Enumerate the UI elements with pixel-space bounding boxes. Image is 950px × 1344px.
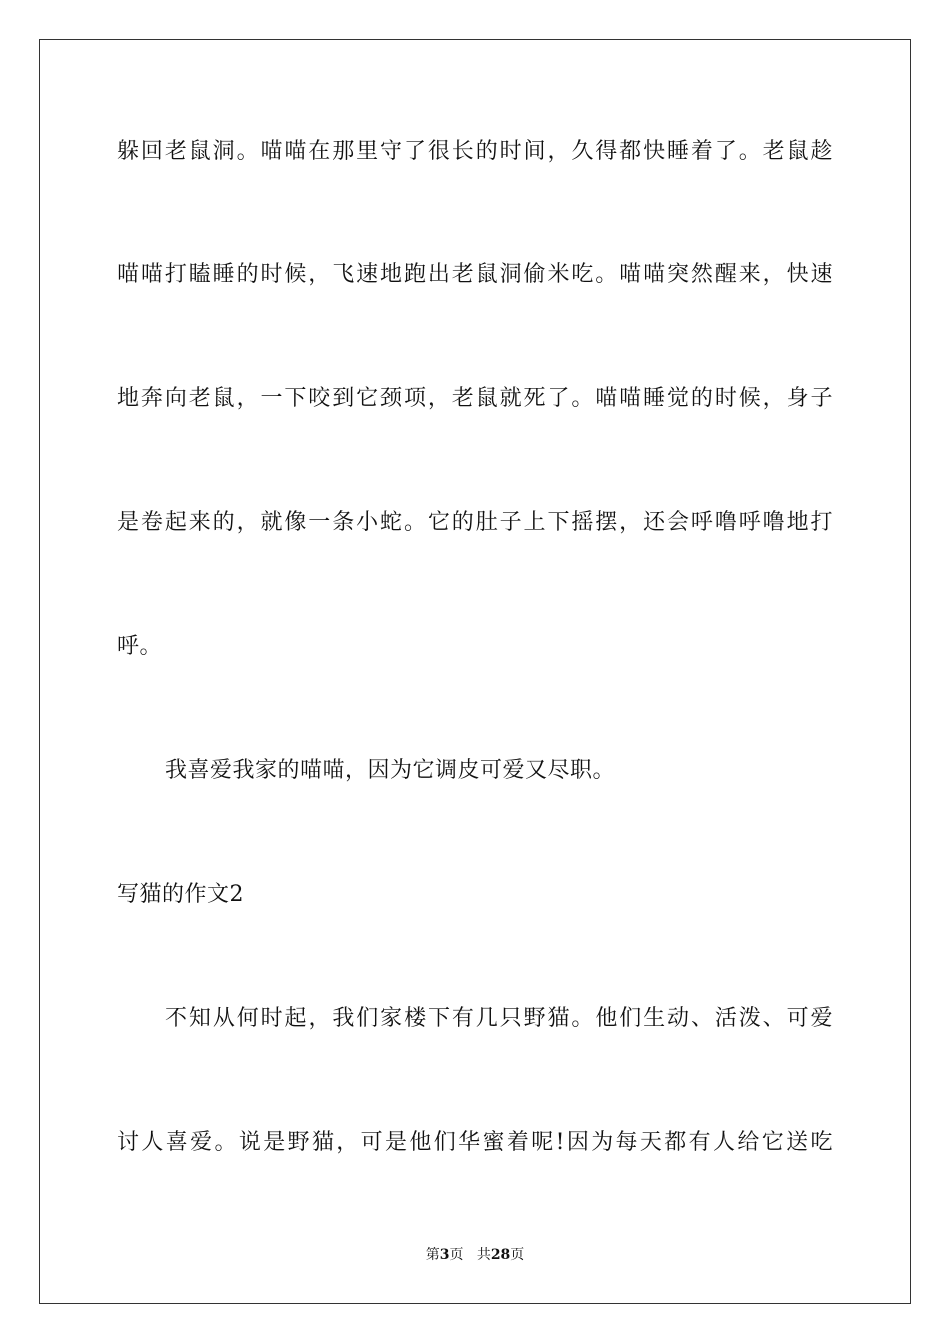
body-text-line-6: 不知从何时起，我们家楼下有几只野猫。他们生动、活泼、可爱 bbox=[165, 1006, 833, 1031]
page-border bbox=[39, 39, 911, 1304]
footer-gap bbox=[463, 1247, 476, 1263]
body-text-line-3: 地奔向老鼠，一下咬到它颈项，老鼠就死了。喵喵睡觉的时候，身子 bbox=[117, 386, 833, 411]
paragraph-closing: 我喜爱我家的喵喵，因为它调皮可爱又尽职。 bbox=[165, 758, 616, 783]
body-text-line-5: 呼。 bbox=[117, 634, 163, 659]
body-text-line-1: 躲回老鼠洞。喵喵在那里守了很长的时间，久得都快睡着了。老鼠趁 bbox=[117, 139, 833, 164]
section-heading: 写猫的作文2 bbox=[117, 882, 244, 907]
footer-prefix: 第 bbox=[425, 1247, 440, 1263]
footer-page-suffix: 页 bbox=[449, 1247, 464, 1263]
body-text-line-7: 讨人喜爱。说是野猫，可是他们华蜜着呢!因为每天都有人给它送吃 bbox=[117, 1130, 833, 1155]
footer-total-pages: 28 bbox=[490, 1247, 511, 1263]
page-footer bbox=[0, 1246, 950, 1264]
footer-page-number: 3 bbox=[439, 1247, 450, 1263]
body-text-line-4: 是卷起来的，就像一条小蛇。它的肚子上下摇摆，还会呼噜呼噜地打 bbox=[117, 510, 833, 535]
footer-total-suffix: 页 bbox=[510, 1247, 525, 1263]
body-text-line-2: 喵喵打瞌睡的时候，飞速地跑出老鼠洞偷米吃。喵喵突然醒来，快速 bbox=[117, 262, 833, 287]
footer-total-prefix: 共 bbox=[476, 1247, 491, 1263]
